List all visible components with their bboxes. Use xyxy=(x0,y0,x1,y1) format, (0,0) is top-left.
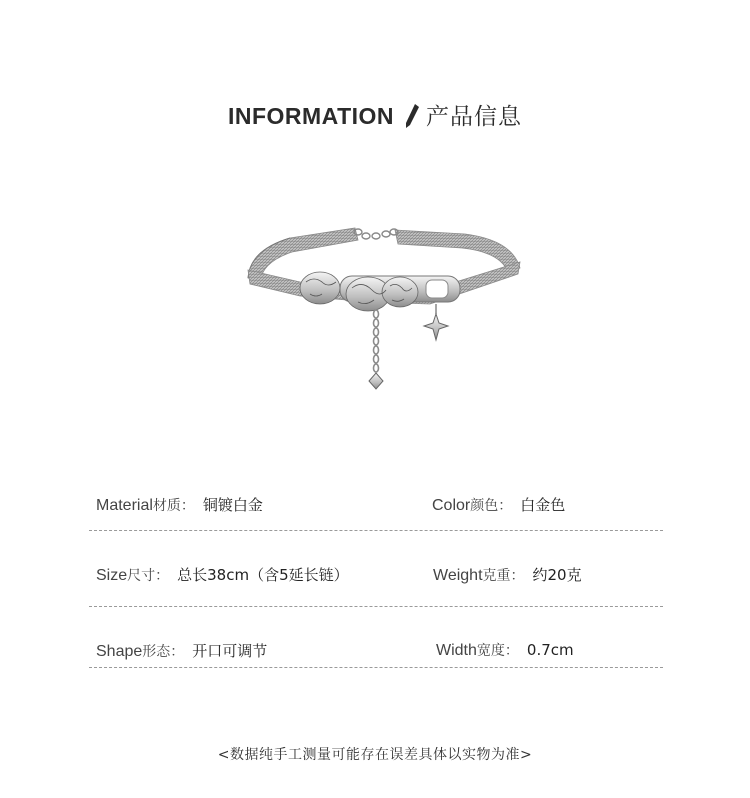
spec-key-en: Width xyxy=(436,642,477,659)
spec-key-cn: 材质： xyxy=(152,498,195,514)
spec-size xyxy=(96,564,349,585)
spec-key-en: Color xyxy=(432,497,471,514)
spec-value: 总长38cm（含5延长链） xyxy=(177,566,349,584)
spec-key-cn: 克重： xyxy=(482,568,525,584)
footer-note: <数据纯手工测量可能存在误差具体以实物为准> xyxy=(217,747,533,763)
spec-key-cn: 颜色： xyxy=(470,498,513,514)
spec-key-cn: 宽度： xyxy=(476,643,519,659)
title-english: INFORMATION xyxy=(227,103,395,129)
spec-value: 0.7cm xyxy=(526,641,574,659)
spec-value: 开口可调节 xyxy=(192,642,268,660)
spec-key-cn: 形态： xyxy=(142,644,185,660)
spec-key-en: Shape xyxy=(96,643,143,660)
spec-shape xyxy=(96,640,267,661)
spec-weight xyxy=(433,564,582,585)
spec-value: 约20克 xyxy=(532,566,582,584)
spec-key-cn: 尺寸： xyxy=(127,568,170,584)
spec-value: 铜镀白金 xyxy=(202,496,263,514)
spec-material xyxy=(96,494,263,515)
divider xyxy=(89,667,663,668)
spec-key-en: Weight xyxy=(433,567,483,584)
page-title xyxy=(0,100,750,133)
spec-key-en: Material xyxy=(96,497,153,514)
bracelet-product-image xyxy=(230,210,530,410)
spec-key-en: Size xyxy=(96,567,128,584)
spec-width xyxy=(436,640,574,660)
divider xyxy=(89,606,663,607)
pen-icon xyxy=(404,103,420,129)
spec-color xyxy=(432,494,565,515)
title-chinese: 产品信息 xyxy=(426,104,523,130)
divider xyxy=(89,530,663,531)
spec-value: 白金色 xyxy=(520,496,566,514)
